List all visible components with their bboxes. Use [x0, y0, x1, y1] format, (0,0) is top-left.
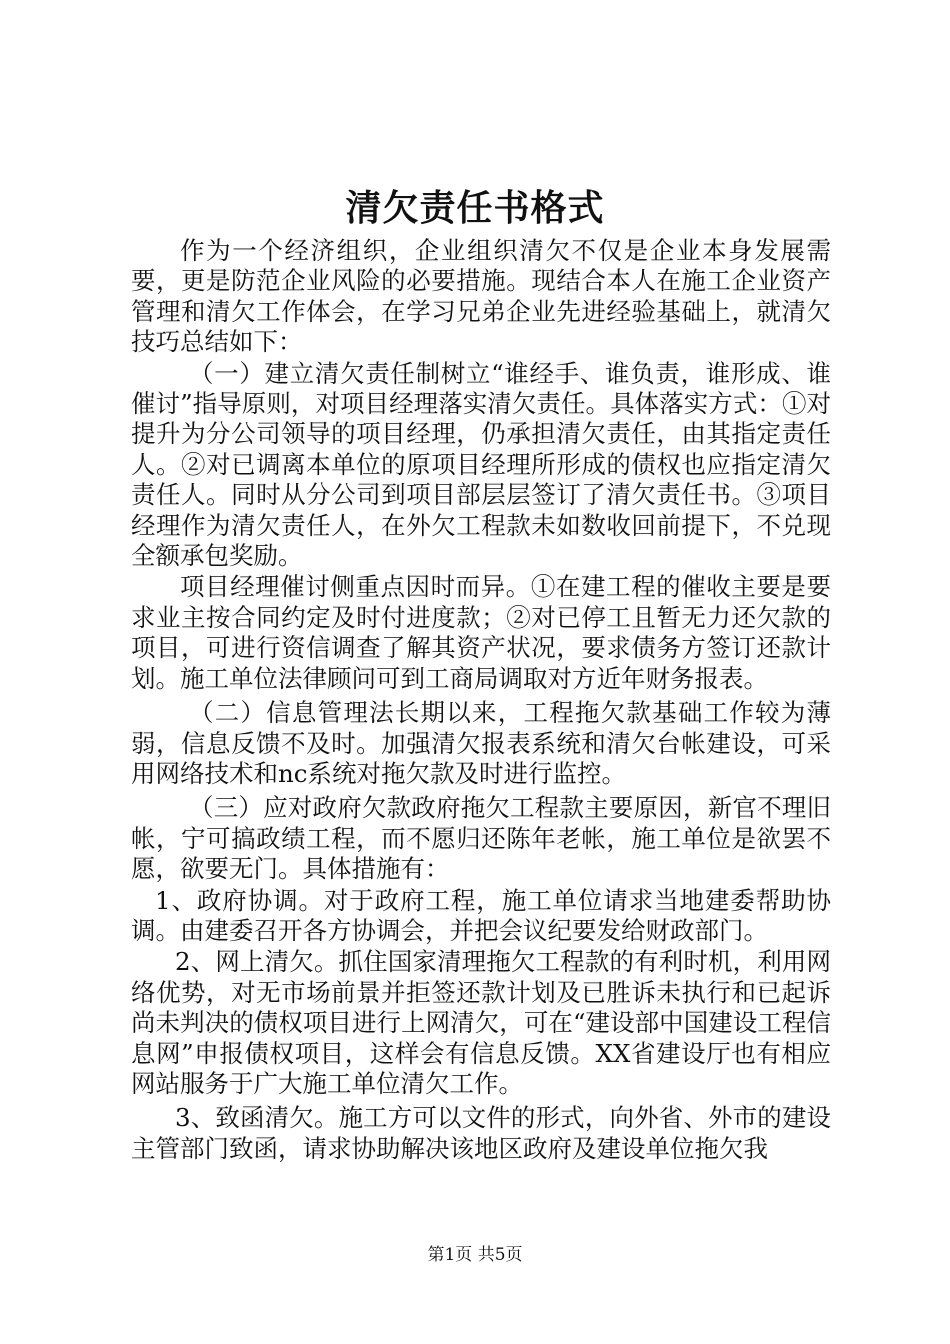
paragraph-section-1: （一）建立清欠责任制树立“谁经手、谁负责，谁形成、谁催讨”指导原则，对项目经理落实清欠责任。具体落实方式：①对提升为分公司领导的项目经理，仍承担清欠责任，由其指定责任人。②对已调离本单位的原项目经理所形成的债权也应指定清欠责任人。同时从分公司到项目部层层签订了清欠责任书。③项目经理作为清欠责任人，在外欠工程款未如数收回前提下，不兑现全额承包奖励。 [131, 358, 831, 571]
document-title: 清欠责任书格式 [345, 187, 605, 229]
paragraph-item-1: 1、政府协调。对于政府工程，施工单位请求当地建委帮助协调。由建委召开各方协调会，并把会议纪要发给财政部门。 [131, 885, 831, 945]
document-body [131, 236, 831, 1164]
paragraph-intro: 作为一个经济组织，企业组织清欠不仅是企业本身发展需要，更是防范企业风险的必要措施。现结合本人在施工企业资产管理和清欠工作体会，在学习兄弟企业先进经验基础上，就清欠技巧总结如下： [131, 236, 831, 357]
paragraph-project-manager: 项目经理催讨侧重点因时而异。①在建工程的催收主要是要求业主按合同约定及时付进度款；②对已停工且暂无力还欠款的项目，可进行资信调查了解其资产状况，要求债务方签订还款计划。施工单位法律顾问可到工商局调取对方近年财务报表。 [131, 572, 831, 693]
paragraph-section-2: （二）信息管理法长期以来，工程拖欠款基础工作较为薄弱，信息反馈不及时。加强清欠报表系统和清欠台帐建设，可采用网络技术和nc系统对拖欠款及时进行监控。 [131, 698, 831, 788]
paragraph-item-3: 3、致函清欠。施工方可以文件的形式，向外省、外市的建设主管部门致函，请求协助解决该地区政府及建设单位拖欠我 [131, 1103, 831, 1163]
paragraph-section-3: （三）应对政府欠款政府拖欠工程款主要原因，新官不理旧帐，宁可搞政绩工程，而不愿归还陈年老帐，施工单位是欲罢不愿，欲要无门。具体措施有： [131, 793, 831, 884]
paragraph-item-2: 2、网上清欠。抓住国家清理拖欠工程款的有利时机，利用网络优势，对无市场前景并拒签还款计划及已胜诉未执行和已起诉尚未判决的债权项目进行上网清欠，可在“建设部中国建设工程信息网”申报债权项目，这样会有信息反馈。XX省建设厅也有相应网站服务于广大施工单位清欠工作。 [131, 947, 831, 1098]
page-footer: 第1页 共5页 [427, 1245, 523, 1265]
